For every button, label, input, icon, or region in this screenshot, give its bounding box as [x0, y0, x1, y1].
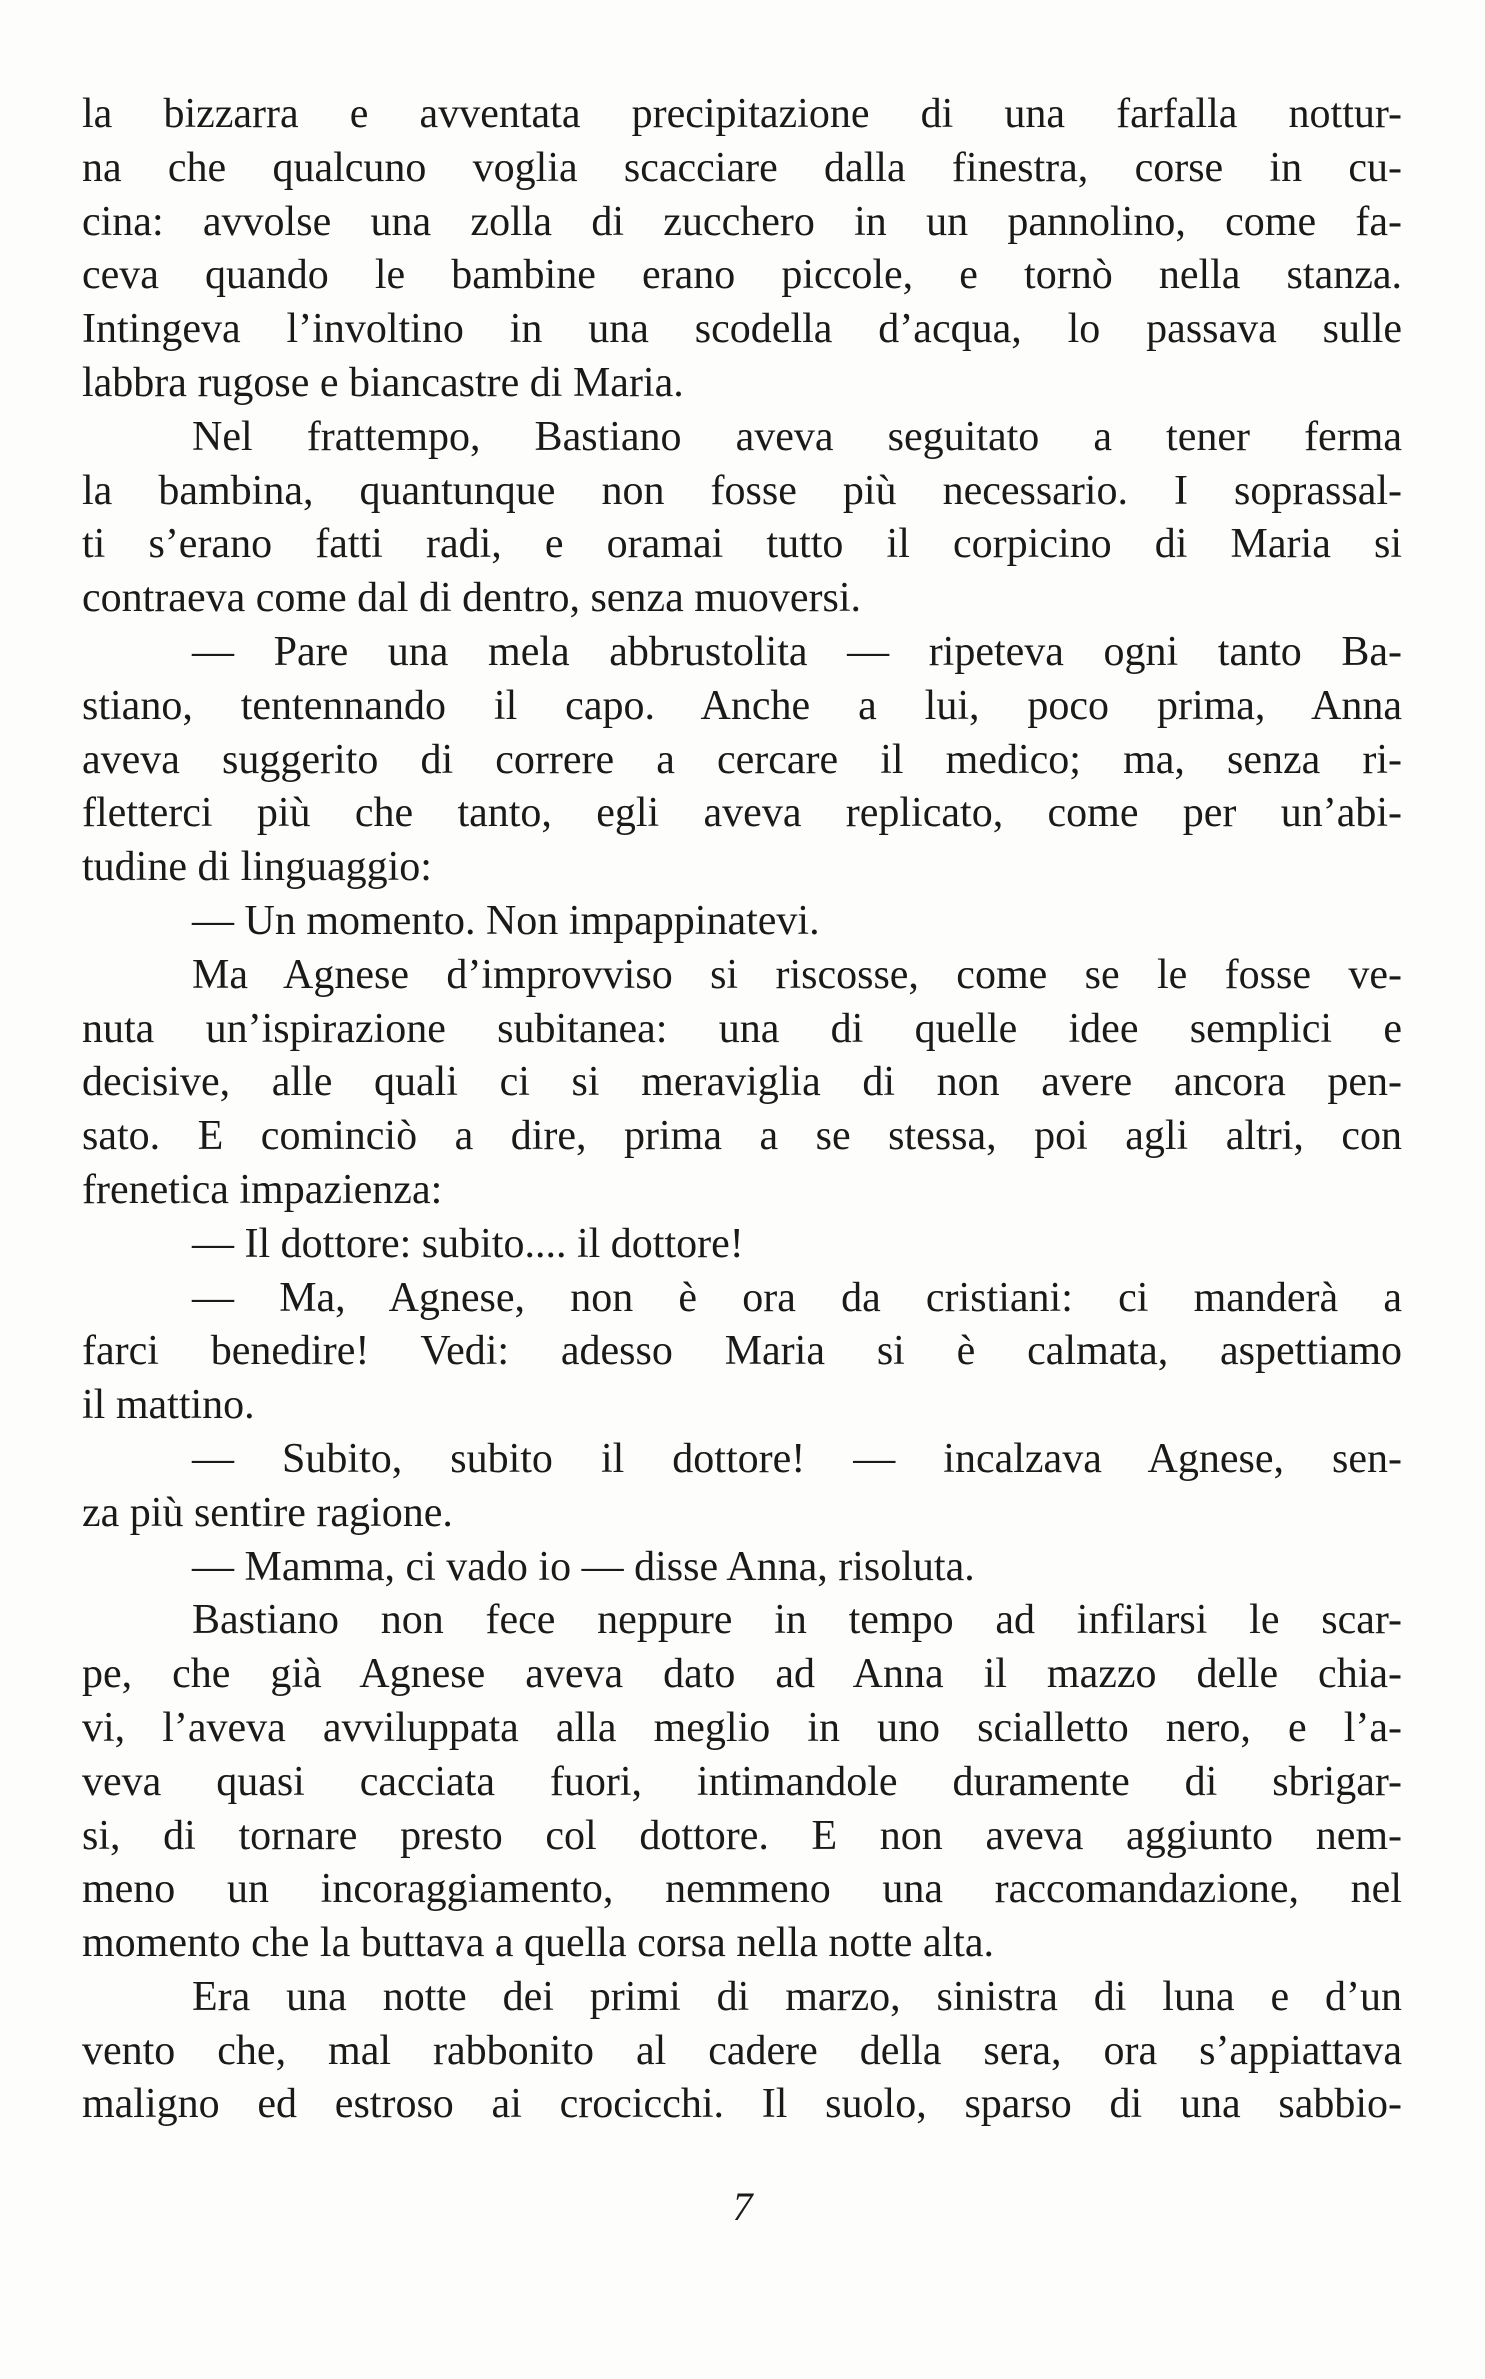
body-text [82, 88, 1402, 2132]
text-line: fletterci più che tanto, egli aveva replicato, come per un’abi- [82, 790, 1402, 837]
text-line: tudine di linguaggio: [82, 844, 432, 891]
text-line: na che qualcuno voglia scacciare dalla finestra, corse in cu- [82, 144, 1402, 191]
text-line: frenetica impazienza: [82, 1166, 443, 1213]
text-line: Era una notte dei primi di marzo, sinistra di luna e d’un [192, 1973, 1402, 2020]
text-line: za più sentire ragione. [82, 1489, 453, 1536]
text-line: — Mamma, ci vado io — disse Anna, risoluta. [192, 1543, 975, 1590]
text-line: la bizzarra e avventata precipitazione di una farfalla nottur- [82, 91, 1402, 137]
text-line: si, di tornare presto col dottore. E non aveva aggiunto nem- [82, 1812, 1402, 1859]
text-line: — Pare una mela abbrustolita — ripeteva ogni tanto Ba- [192, 628, 1402, 675]
text-line: stiano, tentennando il capo. Anche a lui, poco prima, Anna [82, 682, 1402, 729]
text-line: Bastiano non fece neppure in tempo ad infilarsi le scar- [192, 1597, 1402, 1644]
text-line: pe, che già Agnese aveva dato ad Anna il mazzo delle chia- [82, 1651, 1402, 1698]
text-line: contraeva come dal di dentro, senza muoversi. [82, 575, 862, 622]
text-line: la bambina, quantunque non fosse più necessario. I soprassal- [82, 467, 1402, 514]
text-line: — Un momento. Non impappinatevi. [192, 897, 820, 944]
text-line: il mattino. [82, 1382, 255, 1429]
text-line: Nel frattempo, Bastiano aveva seguitato a tener ferma [192, 413, 1402, 460]
text-line: vi, l’aveva avviluppata alla meglio in uno scialletto nero, e l’a- [82, 1704, 1402, 1751]
text-line: meno un incoraggiamento, nemmeno una raccomandazione, nel [82, 1866, 1402, 1913]
text-line: aveva suggerito di correre a cercare il medico; ma, senza ri- [82, 736, 1402, 783]
text-line: Intingeva l’involtino in una scodella d’acqua, lo passava sulle [82, 306, 1402, 353]
text-line: vento che, mal rabbonito al cadere della sera, ora s’appiattava [82, 2027, 1402, 2074]
text-line: veva quasi cacciata fuori, intimandole duramente di sbrigar- [82, 1758, 1402, 1805]
text-line: cina: avvolse una zolla di zucchero in un pannolino, come fa- [82, 198, 1402, 245]
text-line: sato. E cominciò a dire, prima a se stessa, poi agli altri, con [82, 1113, 1402, 1160]
text-line: — Il dottore: subito.... il dottore! [192, 1220, 744, 1267]
text-line: ti s’erano fatti radi, e oramai tutto il corpicino di Maria si [82, 521, 1402, 568]
text-line: — Subito, subito il dottore! — incalzava Agnese, sen- [192, 1435, 1402, 1482]
text-line: Ma Agnese d’improvviso si riscosse, come se le fosse ve- [192, 951, 1402, 998]
page-number: 7 [732, 2184, 753, 2229]
text-line: farci benedire! Vedi: adesso Maria si è calmata, aspettiamo [82, 1328, 1402, 1375]
text-line: decisive, alle quali ci si meraviglia di non avere ancora pen- [82, 1059, 1402, 1106]
text-line: nuta un’ispirazione subitanea: una di quelle idee semplici e [82, 1005, 1402, 1052]
text-line: labbra rugose e biancastre di Maria. [82, 359, 684, 406]
text-line: maligno ed estroso ai crocicchi. Il suolo, sparso di una sabbio- [82, 2081, 1402, 2128]
text-line: ceva quando le bambine erano piccole, e tornò nella stanza. [82, 252, 1402, 299]
text-line: momento che la buttava a quella corsa nella notte alta. [82, 1920, 994, 1967]
text-line: — Ma, Agnese, non è ora da cristiani: ci manderà a [192, 1274, 1402, 1321]
